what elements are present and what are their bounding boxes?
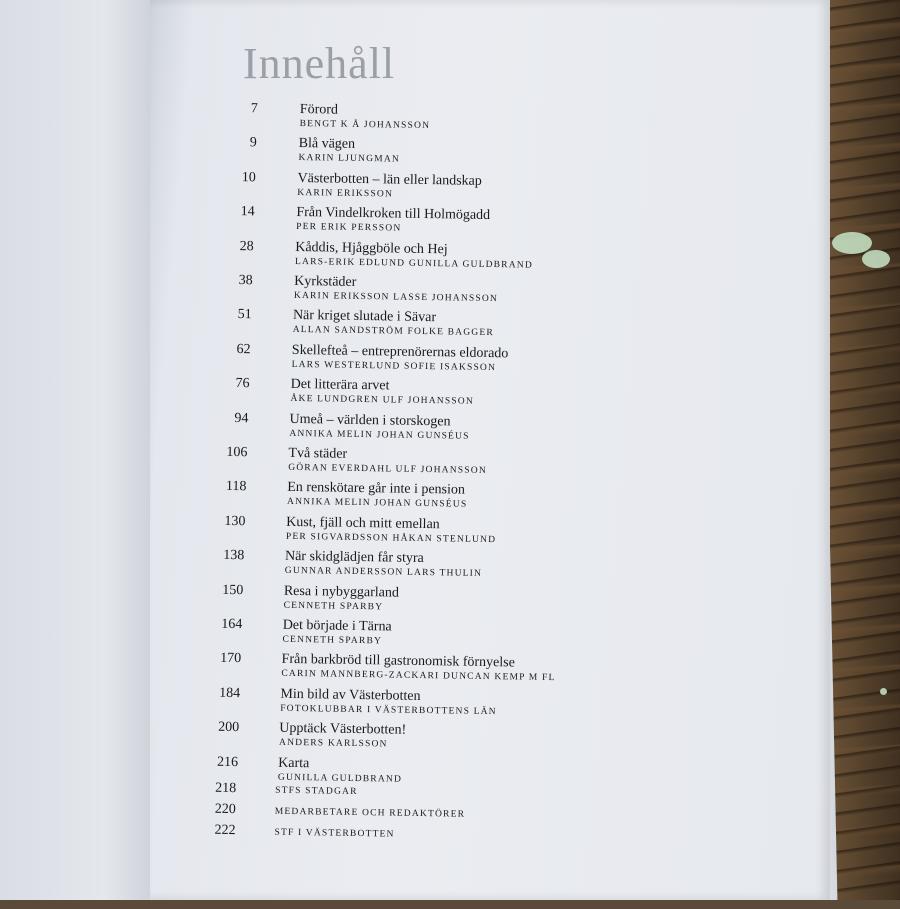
- toc-page-number: 62: [236, 341, 251, 358]
- toc-chapter-title: När skidglädjen får styra: [284, 549, 424, 567]
- toc-page-number: 220: [214, 801, 236, 818]
- toc-chapter-title: Umeå – världen i storskogen: [289, 411, 451, 429]
- toc-page-number: 118: [225, 479, 247, 495]
- toc-chapter-authors: PER ERIK PERSSON: [296, 222, 402, 234]
- toc-page-number: 10: [241, 169, 256, 186]
- toc-chapter-authors: GUNNAR ANDERSSON LARS THULIN: [284, 566, 483, 580]
- toc-chapter-authors: ANNIKA MELIN JOHAN GUNSÉUS: [289, 428, 470, 442]
- toc-page-number: 94: [234, 410, 249, 426]
- toc-chapter-title: Kyrkstäder: [294, 273, 357, 290]
- toc-page-number: 76: [235, 376, 250, 392]
- toc-chapter-authors: GUNILLA GULDBRAND: [277, 772, 403, 785]
- toc-page-number: 200: [218, 719, 240, 736]
- toc-chapter-title: Blå vägen: [298, 136, 356, 153]
- toc-chapter-authors: CENNETH SPARBY: [283, 600, 384, 612]
- toc-chapter-authors: KARIN LJUNGMAN: [298, 153, 401, 165]
- toc-page-number: 7: [250, 101, 258, 117]
- toc-page-number: 216: [216, 754, 239, 770]
- toc-chapter-authors: KARIN ERIKSSON LASSE JOHANSSON: [293, 290, 499, 305]
- toc-page-number: 130: [224, 513, 246, 529]
- toc-chapter-title: Förord: [299, 101, 339, 118]
- toc-chapter-title: Min bild av Västerbotten: [280, 686, 421, 704]
- toc-chapter-authors: CENNETH SPARBY: [282, 634, 383, 647]
- toc-chapter-authors: PER SIGVARDSSON HÅKAN STENLUND: [285, 531, 497, 545]
- toc-chapter-title: Kåddis, Hjåggböle och Hej: [295, 239, 448, 257]
- toc-chapter-authors: ALLAN SANDSTRÖM FOLKE BAGGER: [292, 325, 495, 339]
- toc-page-number: 218: [215, 780, 237, 797]
- toc-chapter-title: Upptäck Västerbotten!: [279, 720, 407, 738]
- toc-page-number: 28: [239, 238, 254, 254]
- toc-chapter-title: När kriget slutade i Sävar: [292, 308, 437, 326]
- toc-appendix-label: MEDARBETARE OCH REDAKTÖRER: [274, 806, 466, 820]
- toc-chapter-title: Karta: [278, 755, 310, 771]
- toc-chapter-authors: FOTOKLUBBAR I VÄSTERBOTTENS LÄN: [280, 703, 497, 717]
- toc-page-number: 170: [220, 651, 242, 667]
- toc-chapter-title: Två städer: [288, 445, 348, 462]
- toc-chapter-title: Skellefteå – entreprenörernas eldorado: [291, 342, 509, 362]
- toc-chapter-authors: BENGT K Å JOHANSSON: [299, 118, 431, 132]
- toc-chapter-title: Från Vindelkroken till Holmögadd: [296, 205, 491, 224]
- toc-chapter-authors: CARIN MANNBERG-ZACKARI DUNCAN KEMP M FL: [281, 669, 556, 684]
- toc-chapter-title: Resa i nybyggarland: [283, 583, 400, 601]
- toc-page-number: 51: [237, 307, 252, 323]
- toc-chapter-title: Det litterära arvet: [290, 377, 390, 394]
- toc-chapter-authors: LARS-ERIK EDLUND GUNILLA GULDBRAND: [294, 256, 534, 271]
- toc-chapter-authors: ANNIKA MELIN JOHAN GUNSÉUS: [286, 497, 468, 511]
- toc-appendix-label: STFS STADGAR: [275, 785, 358, 797]
- toc-page-number: 164: [221, 616, 243, 633]
- toc-page-number: 9: [249, 135, 257, 151]
- toc-page-number: 138: [223, 548, 245, 564]
- toc-chapter-authors: KARIN ERIKSSON: [297, 187, 394, 200]
- toc-page-number: 106: [226, 444, 248, 461]
- toc-page-number: 184: [219, 685, 241, 701]
- toc-chapter-title: Från barkbröd till gastronomisk förnyelse: [281, 652, 515, 671]
- toc-chapter-title: Västerbotten – län eller landskap: [297, 170, 482, 189]
- toc-chapter-authors: LARS WESTERLUND SOFIE ISAKSSON: [291, 359, 497, 373]
- toc-page-number: 222: [214, 822, 236, 839]
- toc-chapter-title: En renskötare går inte i pension: [287, 480, 466, 499]
- toc-page-number: 150: [222, 582, 244, 598]
- toc-chapter-authors: ÅKE LUNDGREN ULF JOHANSSON: [290, 394, 475, 407]
- toc-chapter-authors: GÖRAN EVERDAHL ULF JOHANSSON: [288, 462, 487, 476]
- toc-chapter-title: Det började i Tärna: [282, 617, 392, 635]
- toc-chapter-title: Kust, fjäll och mitt emellan: [286, 514, 440, 533]
- page-title: Innehåll: [243, 39, 396, 88]
- toc-page-number: 14: [240, 204, 255, 220]
- toc-appendix-label: STF I VÄSTERBOTTEN: [274, 827, 395, 840]
- toc-chapter-authors: ANDERS KARLSSON: [279, 737, 388, 750]
- toc-page-number: 38: [238, 273, 253, 289]
